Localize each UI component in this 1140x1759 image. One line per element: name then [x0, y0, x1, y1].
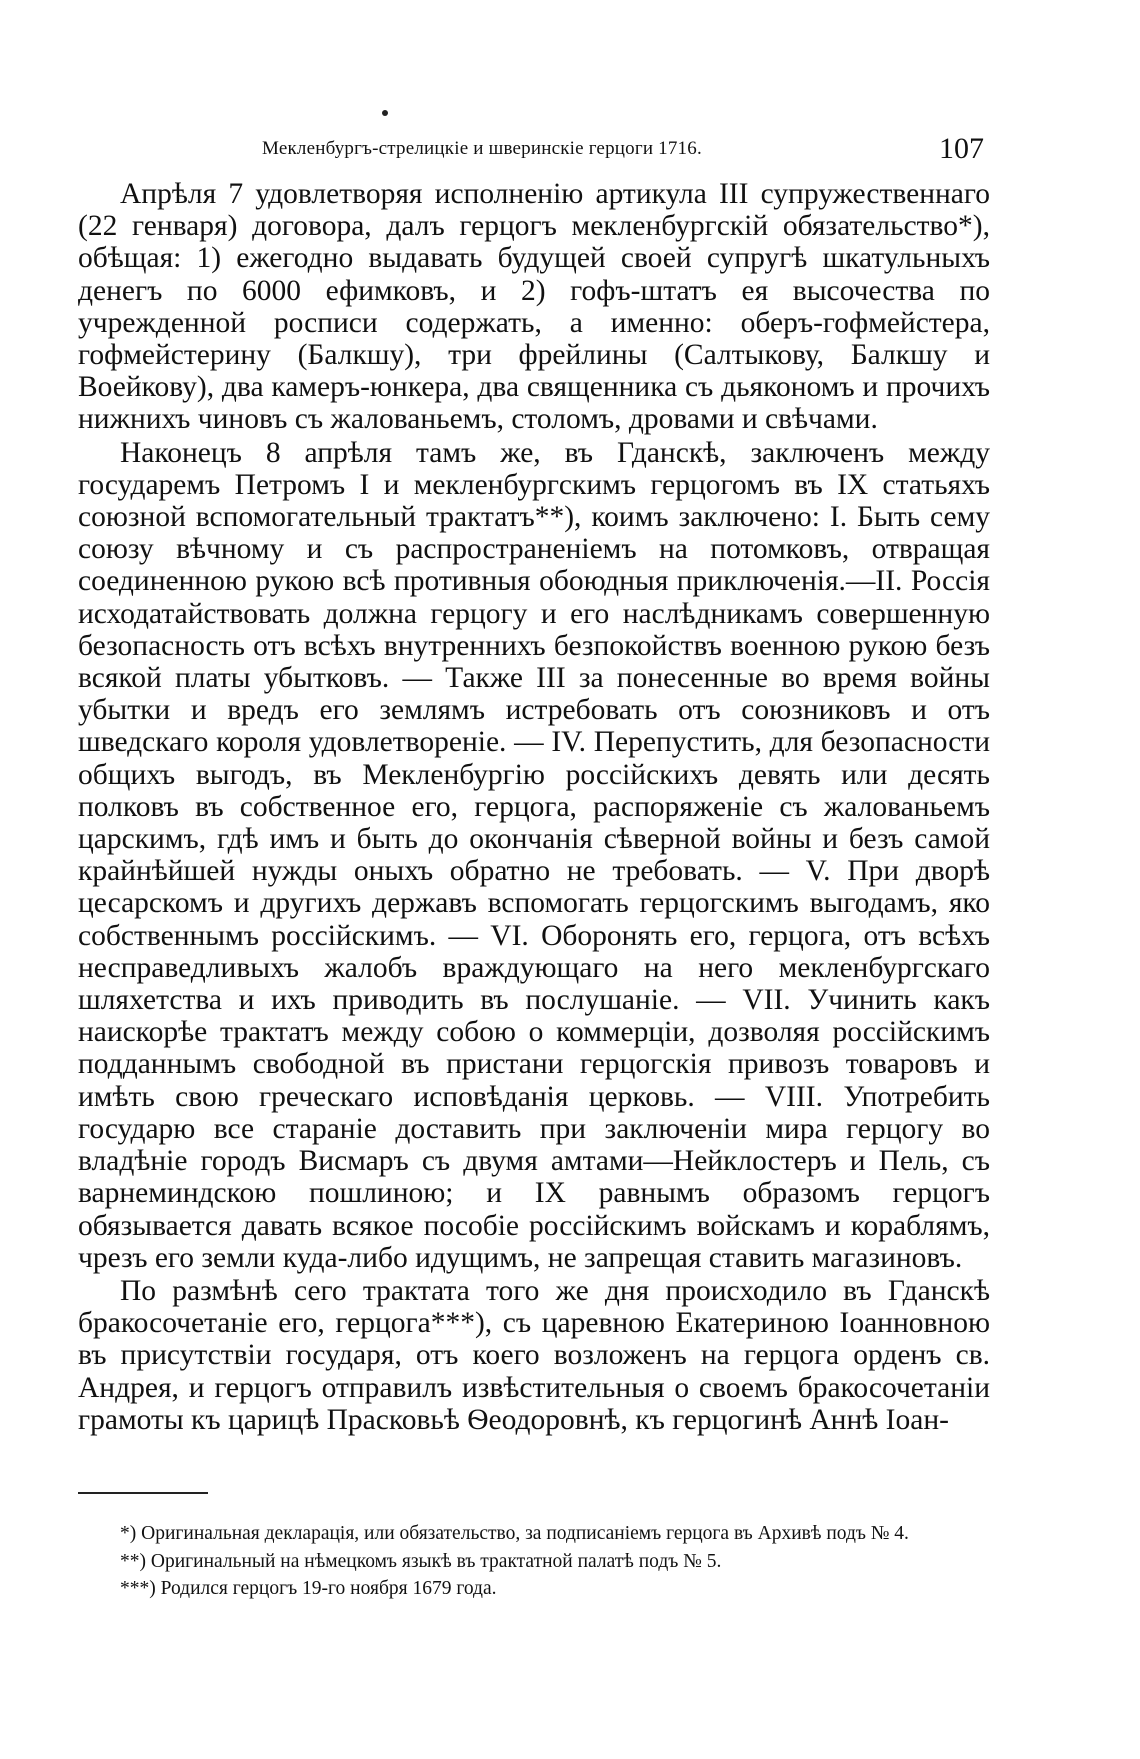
paragraph-marriage: По размѣнѣ сего трактата того же дня происходило въ Гданскѣ бракосочетаніе его, герцога***), съ царевною Екатериною Іоанновною въ присутствіи государя, отъ коего возложенъ на герцога орденъ св. Андрея, и герцогъ отправилъ извѣстительныя о своемъ бракосочетаніи грамоты къ царицѣ Прасковьѣ Ѳеодоровнѣ, къ герцогинѣ Аннѣ Іоан-	[78, 1274, 990, 1436]
footnotes	[78, 1520, 990, 1603]
main-text	[78, 178, 990, 1437]
paragraph-april-7: Апрѣля 7 удовлетворяя исполненію артикула III супружественнаго (22 генваря) договора, далъ герцогъ мекленбургскій обязательство*), обѣщая: 1) ежегодно выдавать будущей своей супругѣ шкатульныхъ денегъ по 6000 ефимковъ, и 2) гофъ-штатъ ея высочества по учрежденной росписи содержать, а именно: оберъ-гофмейстера, гофмейстерину (Балкшу), три фрейлины (Салтыкову, Балкшу и Воейкову), два камеръ-юнкера, два священника съ дьякономъ и прочихъ нижнихъ чиновъ съ жалованьемъ, столомъ, дровами и свѣчами.	[78, 178, 990, 436]
footnote-2: **) Оригинальный на нѣмецкомъ языкѣ въ трактатной палатѣ подъ № 5.	[120, 1550, 722, 1572]
page-number: 107	[939, 132, 984, 165]
paragraph-april-8-treaty: Наконецъ 8 апрѣля тамъ же, въ Гданскѣ, заключенъ между государемъ Петромъ I и мекленбургскимъ герцогомъ въ IX статьяхъ союзной вспомогательный трактатъ**), коимъ заключено: I. Быть сему союзу вѣчному и съ распространеніемъ на потомковъ, отвращая соединенною рукою всѣ противныя обоюдныя приключенія.—II. Россія исходатайствовать должна герцогу и его наслѣдникамъ совершенную безопасность отъ всѣхъ внутреннихъ безпокойствъ военною рукою безъ всякой платы убытковъ. — Также III за понесенные во время войны убытки и вредъ его землямъ истребовать отъ союзниковъ и отъ шведскаго короля удовлетвореніе. — IV. Перепустить, для безопасности общихъ выгодъ, въ Мекленбургію россійскихъ девять или десять полковъ въ собственное его, герцога, распоряженіе съ жалованьемъ царскимъ, гдѣ имъ и быть до окончанія сѣверной войны и безъ самой крайнѣйшей нужды оныхъ обратно не требовать. — V. При дворѣ цесарскомъ и другихъ державъ вспомогать герцогскимъ выгодамъ, яко собственнымъ россійскимъ. — VI. Оборонять его, герцога, отъ всѣхъ несправедливыхъ жалобъ враждующаго на него мекленбургскаго шляхетства и ихъ приводить въ послушаніе. — VII. Учинить какъ наискорѣе трактатъ между собою о коммерціи, дозволяя россійскимъ подданнымъ свободной въ пристани герцогскія привозъ товаровъ и имѣть свою греческаго исповѣданія церковь. — VIII. Употребить государю все стараніе доставить при заключеніи мира герцогу во владѣніе городъ Висмаръ съ двумя амтами—Нейклостеръ и Пель, съ варнеминдскою пошлиною; и IX равнымъ образомъ герцогъ обязывается давать всякое пособіе россійскимъ войскамъ и кораблямъ, чрезъ его земли куда-либо идущимъ, не запрещая ставить магазиновъ.	[78, 436, 990, 1274]
footnote-1: *) Оригинальная декларація, или обязательство, за подписаніемъ герцога въ Архивѣ подъ № 4.	[120, 1523, 909, 1544]
footnote-3: ***) Родился герцогъ 19-го ноября 1679 года.	[120, 1578, 497, 1599]
footnote-rule	[78, 1492, 208, 1494]
running-head	[262, 132, 984, 174]
printer-dot-mark	[382, 110, 388, 116]
running-title: Мекленбургъ-стрелицкіе и шверинскіе герцоги 1716.	[262, 138, 702, 159]
